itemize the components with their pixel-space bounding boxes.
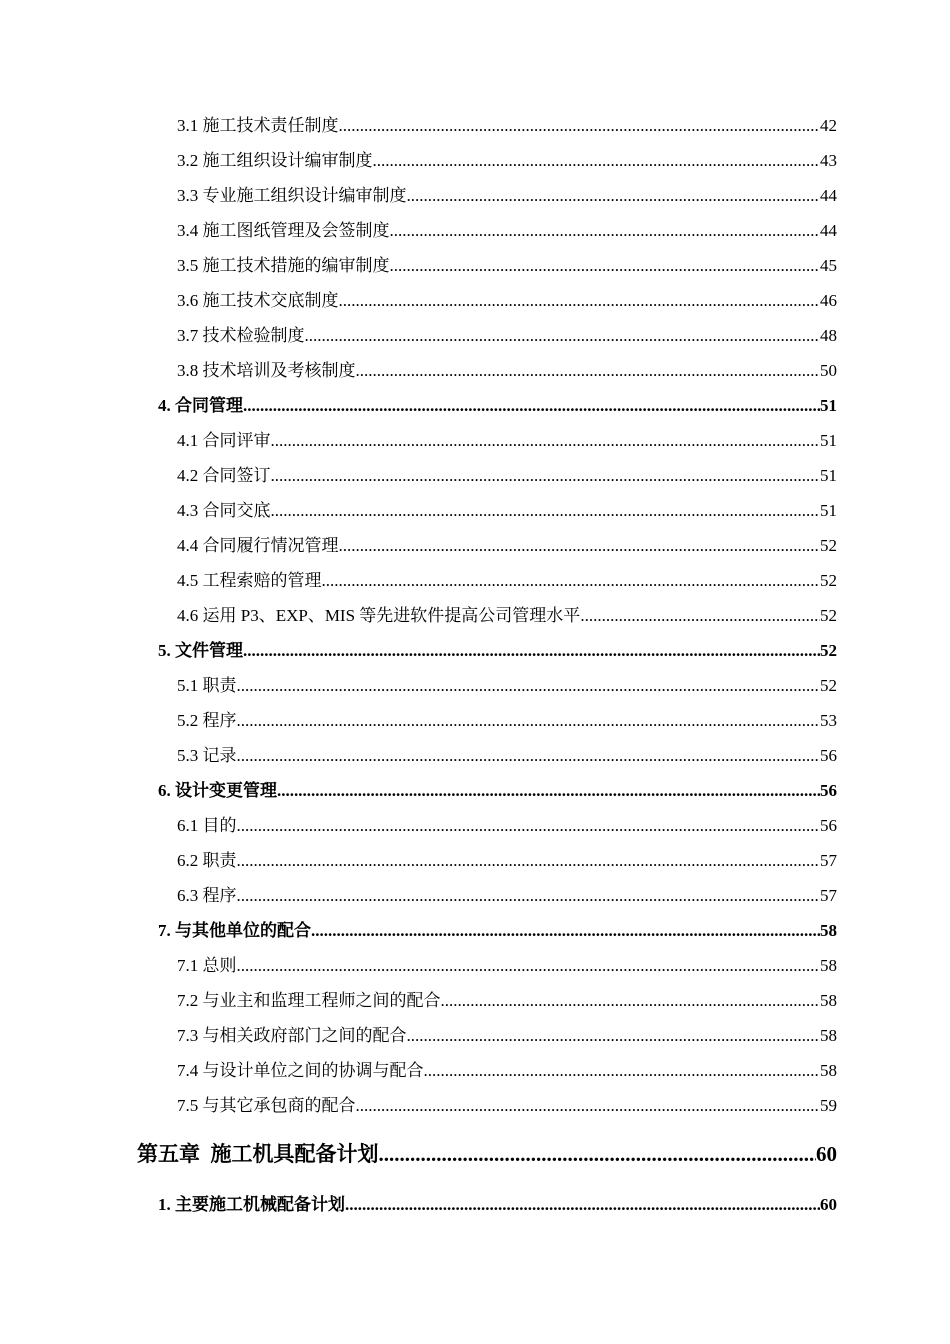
- toc-dot-leader: [271, 499, 821, 523]
- toc-entry-title: 5.2 程序: [177, 711, 237, 730]
- toc-entry-title: 4.3 合同交底: [177, 501, 271, 520]
- toc-dot-leader: [243, 394, 820, 418]
- toc-dot-leader: [237, 849, 821, 873]
- toc-page-number: 58: [820, 1061, 837, 1080]
- toc-entry[interactable]: [177, 464, 837, 488]
- toc-page-number: 51: [820, 466, 837, 485]
- toc-entry-title: 4. 合同管理: [158, 396, 243, 415]
- toc-page-number: 60: [820, 1195, 837, 1214]
- toc-page-number: 52: [820, 606, 837, 625]
- toc-page-number: 56: [820, 746, 837, 765]
- toc-section-entry[interactable]: [158, 394, 837, 418]
- toc-page-number: 58: [820, 921, 837, 940]
- toc-section-entry[interactable]: [158, 639, 837, 663]
- toc-entry[interactable]: [177, 184, 837, 208]
- toc-page-number: 45: [820, 256, 837, 275]
- toc-entry[interactable]: [177, 499, 837, 523]
- toc-dot-leader: [441, 989, 821, 1013]
- toc-page-number: 52: [820, 676, 837, 695]
- toc-dot-leader: [237, 709, 821, 733]
- toc-page-number: 52: [820, 571, 837, 590]
- toc-entry-title: 6.3 程序: [177, 886, 237, 905]
- toc-page-number: 44: [820, 221, 837, 240]
- toc-entry[interactable]: [177, 1059, 837, 1083]
- toc-entry-title: 3.6 施工技术交底制度: [177, 291, 339, 310]
- toc-entry-title: 7.2 与业主和监理工程师之间的配合: [177, 991, 441, 1010]
- toc-entry[interactable]: [177, 359, 837, 383]
- toc-entry[interactable]: [177, 814, 837, 838]
- toc-entry-title: 6.2 职责: [177, 851, 237, 870]
- toc-dot-leader: [356, 1094, 821, 1118]
- toc-entry[interactable]: [177, 954, 837, 978]
- toc-entry-title: 6.1 目的: [177, 816, 237, 835]
- toc-dot-leader: [237, 744, 821, 768]
- toc-dot-leader: [339, 534, 821, 558]
- toc-entry[interactable]: [177, 1094, 837, 1118]
- toc-page-number: 44: [820, 186, 837, 205]
- toc-entry-title: 7.1 总则: [177, 956, 237, 975]
- toc-dot-leader: [373, 149, 821, 173]
- toc-dot-leader: [237, 954, 821, 978]
- toc-dot-leader: [356, 359, 821, 383]
- toc-page-number: 52: [820, 641, 837, 660]
- toc-entry[interactable]: [177, 324, 837, 348]
- toc-dot-leader: [407, 1024, 821, 1048]
- toc-page-number: 58: [820, 1026, 837, 1045]
- toc-dot-leader: [390, 219, 821, 243]
- toc-entry-title: 6. 设计变更管理: [158, 781, 277, 800]
- toc-entry[interactable]: [177, 1024, 837, 1048]
- toc-dot-leader: [407, 184, 821, 208]
- toc-page-number: 56: [820, 781, 837, 800]
- toc-page-number: 51: [820, 431, 837, 450]
- toc-entry-title: 4.4 合同履行情况管理: [177, 536, 339, 555]
- toc-dot-leader: [277, 779, 820, 803]
- toc-page-number: 50: [820, 361, 837, 380]
- toc-section-entry[interactable]: [158, 779, 837, 803]
- toc-dot-leader: [322, 569, 821, 593]
- toc-dot-leader: [271, 429, 821, 453]
- toc-entry-title: 7.4 与设计单位之间的协调与配合: [177, 1061, 424, 1080]
- toc-dot-leader: [424, 1059, 821, 1083]
- toc-page-number: 60: [816, 1142, 837, 1166]
- toc-entry[interactable]: [177, 289, 837, 313]
- toc-page-number: 48: [820, 326, 837, 345]
- toc-entry[interactable]: [177, 254, 837, 278]
- toc-dot-leader: [339, 289, 821, 313]
- toc-section-entry[interactable]: [158, 1193, 837, 1217]
- toc-entry-title: 7.3 与相关政府部门之间的配合: [177, 1026, 407, 1045]
- toc-dot-leader: [339, 114, 821, 138]
- toc-entry[interactable]: [177, 709, 837, 733]
- toc-page-number: 58: [820, 956, 837, 975]
- toc-entry[interactable]: [177, 989, 837, 1013]
- toc-page-number: 58: [820, 991, 837, 1010]
- toc-entry[interactable]: [177, 219, 837, 243]
- toc-entry[interactable]: [177, 604, 837, 628]
- toc-entry-title: 7.5 与其它承包商的配合: [177, 1096, 356, 1115]
- toc-entry[interactable]: [177, 884, 837, 908]
- toc-entry[interactable]: [177, 569, 837, 593]
- toc-dot-leader: [243, 639, 820, 663]
- toc-entry-title: 3.3 专业施工组织设计编审制度: [177, 186, 407, 205]
- toc-page-number: 56: [820, 816, 837, 835]
- toc-entry-title: 3.8 技术培训及考核制度: [177, 361, 356, 380]
- toc-entry[interactable]: [177, 744, 837, 768]
- toc-entry-title: 3.1 施工技术责任制度: [177, 116, 339, 135]
- toc-page-number: 43: [820, 151, 837, 170]
- toc-section-entry[interactable]: [158, 919, 837, 943]
- toc-page-number: 57: [820, 886, 837, 905]
- toc-dot-leader: [311, 919, 820, 943]
- toc-dot-leader: [237, 884, 821, 908]
- toc-entry-title: 3.7 技术检验制度: [177, 326, 305, 345]
- toc-entry-title: 第五章 施工机具配备计划: [137, 1142, 379, 1166]
- toc-entry-title: 4.6 运用 P3、EXP、MIS 等先进软件提高公司管理水平: [177, 606, 581, 625]
- toc-entry-title: 1. 主要施工机械配备计划: [158, 1195, 345, 1214]
- toc-entry[interactable]: [177, 429, 837, 453]
- toc-entry-title: 7. 与其他单位的配合: [158, 921, 311, 940]
- toc-entry[interactable]: [177, 849, 837, 873]
- toc-page-number: 53: [820, 711, 837, 730]
- toc-page-number: 59: [820, 1096, 837, 1115]
- toc-entry-title: 5.3 记录: [177, 746, 237, 765]
- toc-page-number: 42: [820, 116, 837, 135]
- toc-page-number: 51: [820, 501, 837, 520]
- toc-entry-title: 5.1 职责: [177, 676, 237, 695]
- toc-entry[interactable]: [177, 534, 837, 558]
- toc-dot-leader: [390, 254, 821, 278]
- toc-chapter-entry[interactable]: [137, 1139, 837, 1169]
- toc-entry[interactable]: [177, 114, 837, 138]
- toc-page-number: 46: [820, 291, 837, 310]
- toc-entry-title: 3.5 施工技术措施的编审制度: [177, 256, 390, 275]
- toc-entry-title: 3.4 施工图纸管理及会签制度: [177, 221, 390, 240]
- toc-dot-leader: [237, 674, 821, 698]
- toc-dot-leader: [379, 1139, 817, 1169]
- toc-entry[interactable]: [177, 674, 837, 698]
- toc-entry-title: 4.5 工程索赔的管理: [177, 571, 322, 590]
- toc-page-number: 51: [820, 396, 837, 415]
- toc-entry[interactable]: [177, 149, 837, 173]
- toc-dot-leader: [237, 814, 821, 838]
- toc-entry-title: 5. 文件管理: [158, 641, 243, 660]
- toc-page-number: 57: [820, 851, 837, 870]
- toc-dot-leader: [345, 1193, 820, 1217]
- toc-dot-leader: [305, 324, 821, 348]
- toc-entry-title: 3.2 施工组织设计编审制度: [177, 151, 373, 170]
- toc-page-number: 52: [820, 536, 837, 555]
- toc-dot-leader: [271, 464, 821, 488]
- toc-dot-leader: [580, 604, 820, 628]
- toc-entry-title: 4.2 合同签订: [177, 466, 271, 485]
- toc-entry-title: 4.1 合同评审: [177, 431, 271, 450]
